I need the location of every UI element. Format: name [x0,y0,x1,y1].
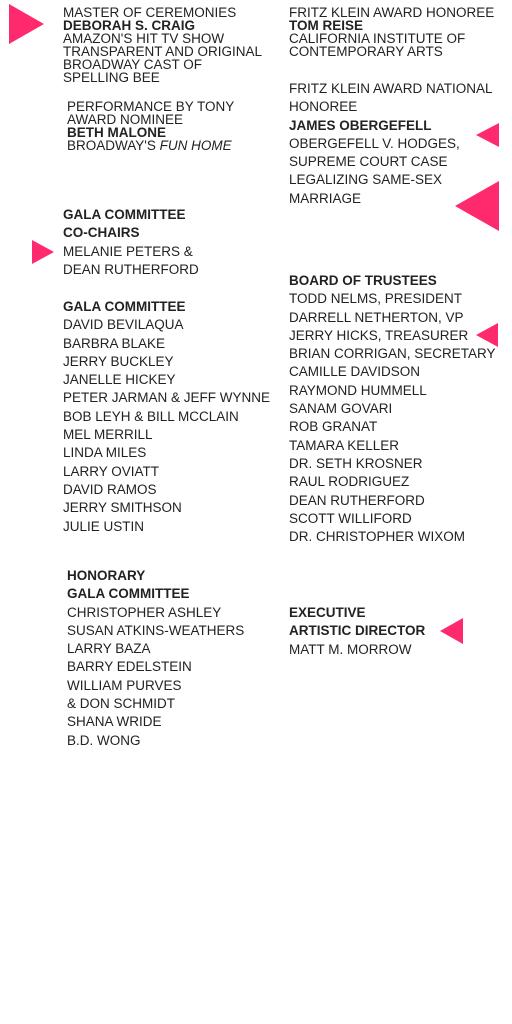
trustee: DEAN RUTHERFORD [289,492,425,508]
honorary-member: SHANA WRIDE [67,714,162,730]
committee-member: BOB LEYH & BILL MCCLAIN [63,408,239,424]
klein-national-desc: SUPREME COURT CASE [289,154,448,170]
committee-member: JERRY BUCKLEY [63,353,174,369]
cochairs-block [63,206,199,279]
klein-honoree-line: CONTEMPORARY ARTS [289,44,443,59]
trustee: CAMILLE DAVIDSON [289,364,421,380]
klein-national-desc: LEGALIZING SAME-SEX [289,172,443,188]
show-prefix: BROADWAY'S [67,138,160,153]
committee-member: LINDA MILES [63,445,147,461]
honorary-member: B.D. WONG [67,732,141,748]
mc-name: DEBORAH S. CRAIG [63,18,196,33]
committee-member: JERRY SMITHSON [63,500,182,516]
pink-triangle-icon [9,4,44,44]
honorary-member: CHRISTOPHER ASHLEY [67,604,222,620]
trustee: TODD NELMS, PRESIDENT [289,291,463,307]
honorary-member: & DON SCHMIDT [67,696,175,712]
klein-honoree-block [289,6,494,58]
honorary-member: BARRY EDELSTEIN [67,659,192,675]
committee-member: MEL MERRILL [63,427,153,443]
executive-name: MATT M. MORROW [289,641,412,657]
trustee: JERRY HICKS, TREASURER [289,327,469,343]
gala-committee-block [63,298,270,536]
trustee: DR. CHRISTOPHER WIXOM [289,529,466,545]
trustee: BRIAN CORRIGAN, SECRETARY [289,346,496,362]
honorary-heading: HONORARY [67,568,146,583]
mc-credit-line: SPELLING BEE [63,70,160,85]
committee-member: PETER JARMAN & JEFF WYNNE [63,390,271,406]
board-of-trustees-block [289,272,496,546]
show-title: FUN HOME [159,138,232,153]
klein-national-line: FRITZ KLEIN AWARD NATIONAL [289,81,493,96]
cochairs-heading: GALA COMMITTEE [63,207,186,222]
klein-honoree-line: CALIFORNIA INSTITUTE OF [289,31,466,46]
mc-role: MASTER OF CEREMONIES [63,5,237,20]
trustee: RAUL RODRIGUEZ [289,474,410,490]
klein-national-desc: MARRIAGE [289,190,362,206]
trustee: ROB GRANAT [289,419,378,435]
pink-triangle-icon [32,240,54,264]
trustee: SANAM GOVARI [289,401,393,417]
committee-member: LARRY OVIATT [63,463,160,479]
klein-national-desc: OBERGEFELL V. HODGES, [289,135,460,151]
performance-show-line [67,139,234,152]
klein-honoree-role: FRITZ KLEIN AWARD HONOREE [289,5,495,20]
honorary-heading: GALA COMMITTEE [67,586,190,602]
committee-member: DAVID BEVILAQUA [63,317,184,333]
executive-director-block [289,604,425,659]
mc-credit-line: BROADWAY CAST OF [63,57,203,72]
executive-heading: ARTISTIC DIRECTOR [289,623,426,639]
performance-line: PERFORMANCE BY TONY [67,99,235,114]
committee-member: JULIE USTIN [63,518,145,534]
trustee: DR. SETH KROSNER [289,455,423,471]
master-of-ceremonies-block [63,6,262,84]
cochair-name: MELANIE PETERS & [63,243,193,259]
cochairs-heading: CO-CHAIRS [63,225,140,241]
performer-name: BETH MALONE [67,125,166,140]
mc-credit-line: AMAZON'S HIT TV SHOW [63,31,225,46]
honorary-member: LARRY BAZA [67,641,151,657]
honorary-member: WILLIAM PURVES [67,677,182,693]
honorary-committee-block [67,567,244,750]
performance-line: AWARD NOMINEE [67,112,184,127]
klein-national-name: JAMES OBERGEFELL [289,117,432,133]
trustee: TAMARA KELLER [289,437,400,453]
trustee: SCOTT WILLIFORD [289,510,412,526]
trustee: RAYMOND HUMMELL [289,382,427,398]
performance-block [67,100,234,152]
gala-committee-heading: GALA COMMITTEE [63,299,186,314]
committee-member: JANELLE HICKEY [63,372,176,388]
klein-honoree-name: TOM REISE [289,18,364,33]
cochair-name: DEAN RUTHERFORD [63,261,199,277]
committee-member: BARBRA BLAKE [63,335,166,351]
trustees-heading: BOARD OF TRUSTEES [289,273,437,288]
committee-member: DAVID RAMOS [63,481,157,497]
klein-national-line: HONOREE [289,99,358,115]
pink-triangle-icon [440,618,463,644]
mc-credit-line: TRANSPARENT AND ORIGINAL [63,44,263,59]
klein-national-block [289,80,493,208]
trustee: DARRELL NETHERTON, VP [289,309,464,325]
executive-heading: EXECUTIVE [289,605,366,620]
honorary-member: SUSAN ATKINS-WEATHERS [67,622,245,638]
